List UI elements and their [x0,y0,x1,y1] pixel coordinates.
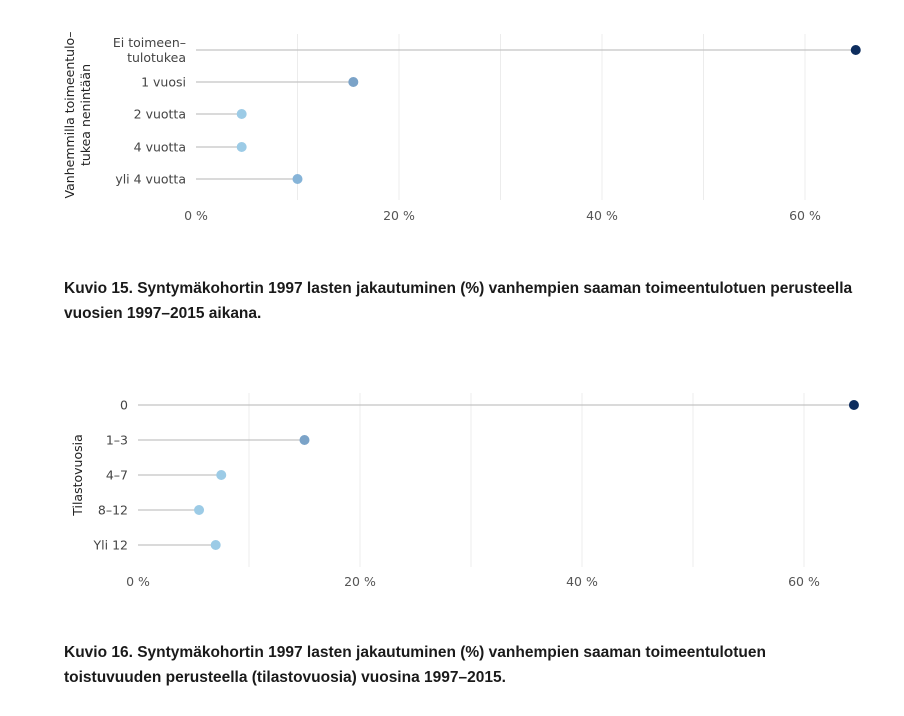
category-label-line: Ei toimeen– [112,35,186,50]
x-tick-label: 60 % [789,208,821,223]
category-label [93,538,128,553]
x-tick-label: 0 % [126,574,150,589]
caption-kuvio-16-line1: Kuvio 16. Syntymäkohortin 1997 lasten jakautuminen (%) vanhempien saaman toimeentulotuen [64,644,766,661]
lollipop-point [216,470,226,480]
category-label-line: 0 [120,397,128,413]
x-tick-label: 0 % [184,208,208,223]
y-axis-title [70,434,85,517]
category-label-line: tulotukea [127,50,186,65]
category-label-line: yli 4 vuotta [115,171,186,187]
category-label-line: 4 vuotta [133,139,186,155]
category-label-line: 2 vuotta [133,106,186,122]
caption-kuvio-16-line2: toistuvuuden perusteella (tilastovuosia) vuosina 1997–2015. [64,669,506,686]
caption-kuvio-15-line2: vuosien 1997–2015 aikana. [64,305,262,322]
caption-kuvio-15-line1: Kuvio 15. Syntymäkohortin 1997 lasten jakautuminen (%) vanhempien saaman toimeentulotuen perusteella [64,280,853,297]
y-axis-title-line: tukea nenintään [78,63,93,167]
caption-kuvio-15 [64,276,884,326]
lollipop-point [300,435,310,445]
lollipop-point [194,505,204,515]
lollipop-point [211,540,221,550]
category-label [106,433,128,448]
x-tick-label: 40 % [586,208,618,223]
lollipop-point [851,45,861,55]
category-label-line: 1–3 [105,432,128,448]
chart-kuvio-15 [0,20,904,230]
category-label [120,398,128,413]
lollipop-point [237,109,247,119]
category-label-line: 4–7 [105,467,128,483]
category-label [141,75,186,90]
chart-kuvio-15-svg [0,20,904,230]
x-tick-label: 20 % [344,574,376,589]
category-label [113,35,186,65]
lollipop-point [849,400,859,410]
category-label [115,172,186,187]
category-label-line: 8–12 [97,502,128,518]
y-axis-title-line: Tilastovuosia [70,434,85,516]
chart-kuvio-16 [0,385,904,595]
lollipop-point [348,77,358,87]
lollipop-point [293,174,303,184]
category-label [106,468,128,483]
y-axis-title-line: Vanhemmilla toimeentulo– [62,31,77,199]
chart-kuvio-16-svg [0,385,904,595]
x-tick-label: 40 % [566,574,598,589]
category-label [134,140,186,155]
category-label-line: Yli 12 [93,537,128,553]
caption-kuvio-16 [64,640,884,690]
lollipop-point [237,142,247,152]
category-label [98,503,128,518]
x-tick-label: 20 % [383,208,415,223]
category-label [134,107,186,122]
category-label-line: 1 vuosi [141,74,186,90]
x-tick-label: 60 % [788,574,820,589]
y-axis-title [62,32,93,199]
